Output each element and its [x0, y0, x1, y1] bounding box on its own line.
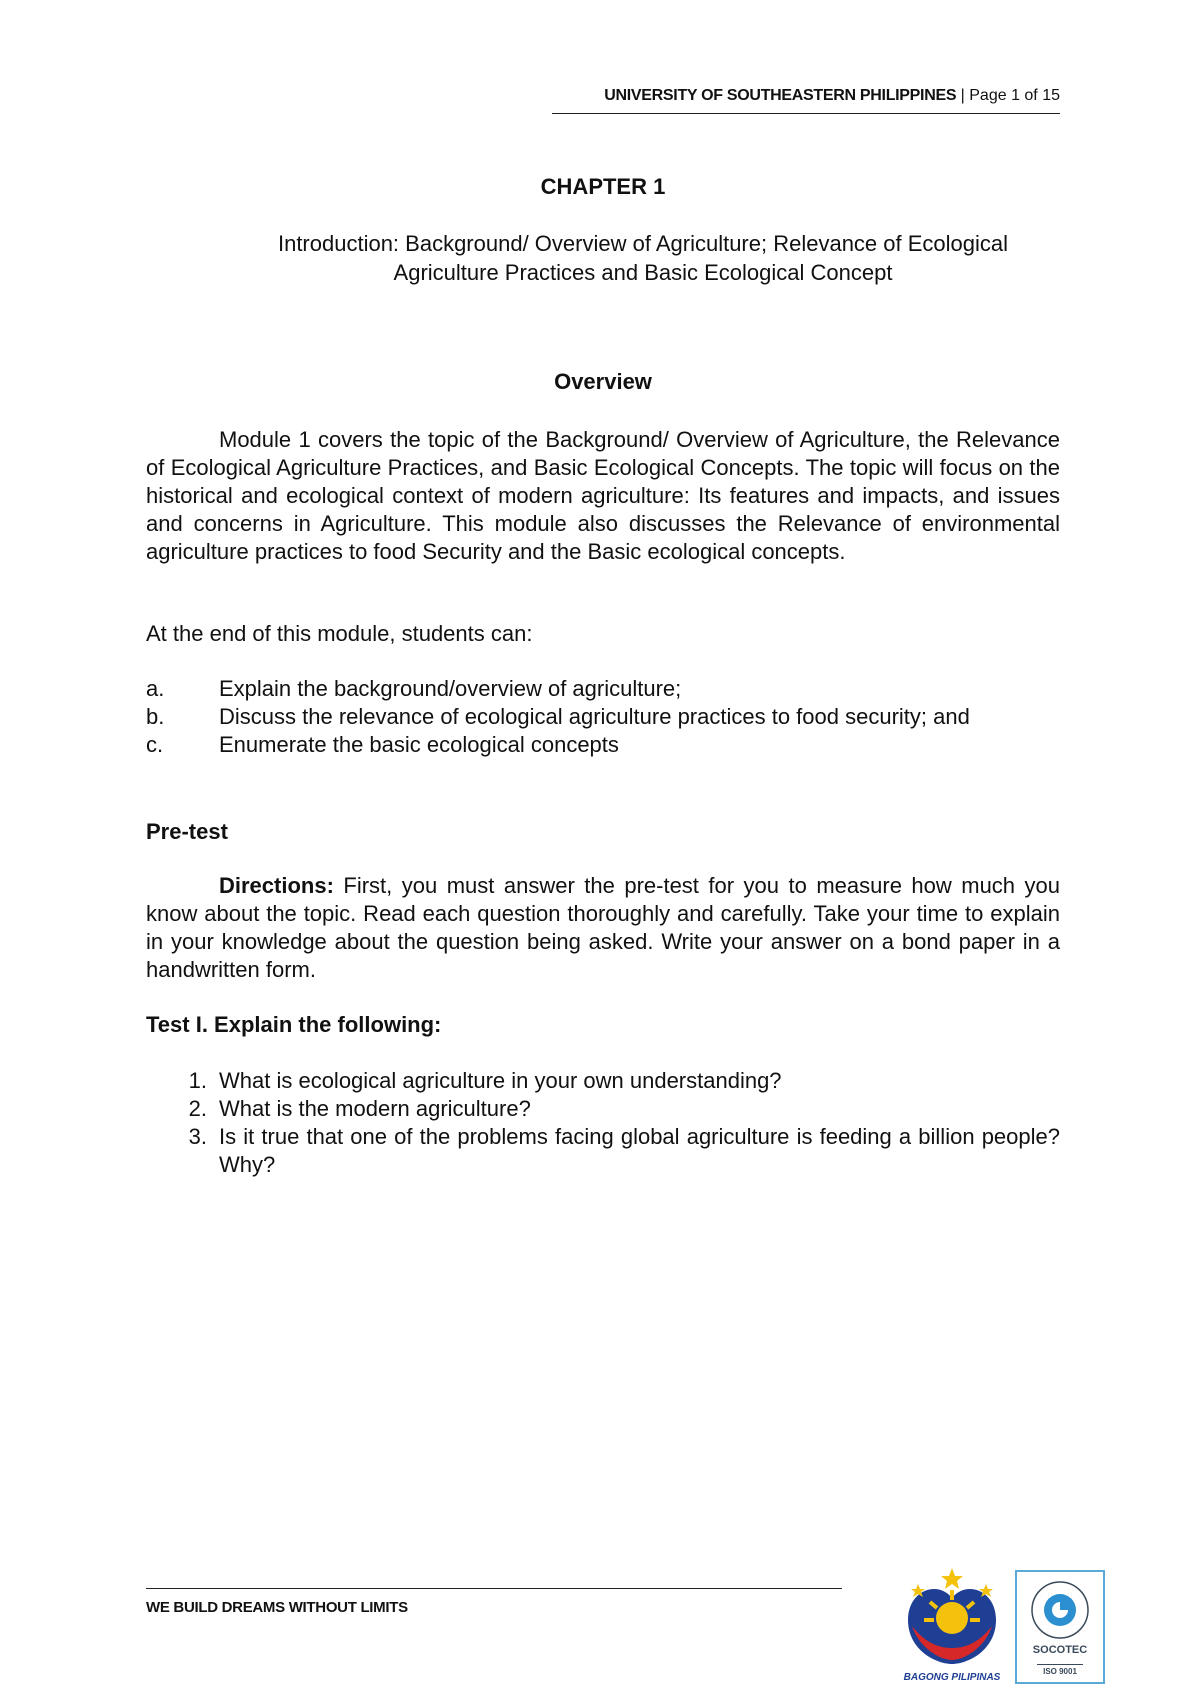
list-item [146, 1123, 1060, 1179]
iso-standard: ISO 9001 [1037, 1664, 1083, 1676]
list-text: Enumerate the basic ecological concepts [219, 732, 619, 757]
list-marker: a. [146, 676, 165, 701]
directions-text: First, you must answer the pre-test for you to measure how much you know about the topic. Read each question thoroughly and carefully. Take your time to explain in your knowledge about the question being asked. Write your answer on a bond paper in a handwritten form. [146, 873, 1060, 982]
bagong-pilipinas-label: BAGONG PILIPINAS [903, 1672, 1001, 1683]
list-text: Discuss the relevance of ecological agriculture practices to food security; and [219, 704, 970, 729]
page-number: Page 1 of 15 [969, 87, 1060, 104]
list-item [146, 1067, 1060, 1095]
list-marker: c. [146, 732, 164, 757]
header-divider [552, 113, 1060, 114]
subtitle-line-2: Agriculture Practices and Basic Ecological Concept [393, 260, 893, 285]
list-item [146, 731, 1060, 759]
subtitle-line-1: Introduction: Background/ Overview of Agriculture; Relevance of Ecological [277, 231, 1009, 256]
list-text: What is the modern agriculture? [219, 1096, 531, 1121]
directions-label: Directions: [219, 873, 334, 898]
header-separator: | [956, 87, 970, 104]
objectives-intro: At the end of this module, students can: [146, 621, 533, 646]
university-name: UNIVERSITY OF SOUTHEASTERN PHILIPPINES [604, 87, 957, 104]
list-marker: 3. [188, 1124, 207, 1149]
page-header [604, 86, 1060, 106]
test-heading: Test I. Explain the following: [146, 1012, 442, 1037]
bagong-pilipinas-emblem-icon [898, 1560, 1006, 1672]
list-text: Is it true that one of the problems facing global agriculture is feeding a billion people? Why? [219, 1124, 1060, 1177]
list-text: Explain the background/overview of agriculture; [219, 676, 682, 701]
overview-paragraph: Module 1 covers the topic of the Background/ Overview of Agriculture, the Relevance of Ecological Agriculture Practices, and Basic Ecological Concepts. The topic will focus on the historical and ecological context of modern agriculture: Its features and impacts, and issues and concerns in Agriculture. This module also discusses the Relevance of environmental agriculture practices to food Security and the Basic ecological concepts. [146, 427, 1060, 564]
questions-list [146, 1067, 1060, 1179]
iso-certification-logo [1015, 1570, 1105, 1684]
bagong-pilipinas-logo [898, 1560, 1006, 1690]
pretest-heading: Pre-test [146, 819, 228, 844]
list-item [146, 675, 1060, 703]
chapter-title: CHAPTER 1 [540, 174, 666, 199]
footer-tagline: WE BUILD DREAMS WITHOUT LIMITS [146, 1599, 408, 1616]
certifier-name: SOCOTEC [1032, 1644, 1088, 1656]
list-marker: b. [146, 704, 165, 729]
chapter-subtitle [186, 229, 1100, 287]
certification-seal-icon [1017, 1572, 1103, 1642]
directions-paragraph [146, 872, 1060, 984]
list-item [146, 703, 1060, 731]
overview-heading: Overview [554, 369, 652, 394]
list-marker: 2. [188, 1096, 207, 1121]
footer-divider [146, 1588, 842, 1589]
list-item [146, 1095, 1060, 1123]
list-marker: 1. [188, 1068, 207, 1093]
objectives-list [146, 675, 1060, 759]
list-text: What is ecological agriculture in your own understanding? [219, 1068, 782, 1093]
